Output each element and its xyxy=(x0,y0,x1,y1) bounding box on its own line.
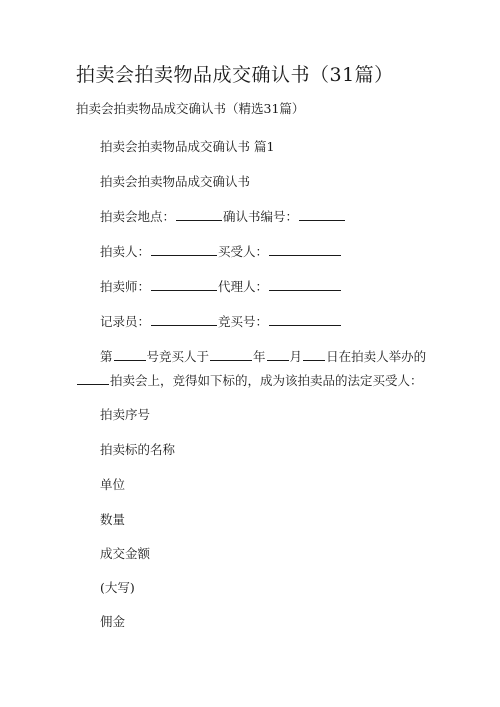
auctioneer-org-blank xyxy=(151,243,217,256)
document-subtitle: 拍卖会拍卖物品成交确认书（精选31篇） xyxy=(76,101,305,116)
day-blank xyxy=(303,348,325,361)
cert-no-blank xyxy=(299,208,345,221)
cert-no-label: 确认书编号： xyxy=(223,209,299,224)
recorder-blank xyxy=(151,313,217,326)
venue-label: 拍卖会地点： xyxy=(100,209,176,224)
paragraph-text: 日在拍卖人举办的 xyxy=(326,349,427,364)
bidder-no-blank xyxy=(269,313,341,326)
field-row-officials xyxy=(100,277,342,295)
bidder-no-label: 竞买号： xyxy=(218,314,269,329)
auctioneer-blank xyxy=(151,278,217,291)
form-title: 拍卖会拍卖物品成交确认书 xyxy=(100,174,251,189)
auctioneer-org-label: 拍卖人： xyxy=(100,244,151,259)
paragraph-line-2 xyxy=(76,371,423,389)
item-row: 成交金额 xyxy=(100,546,151,561)
auction-name-blank xyxy=(77,372,109,385)
paragraph-text: 拍卖会上，竞得如下标的，成为该拍卖品的法定买受人： xyxy=(110,373,423,388)
auctioneer-label: 拍卖师： xyxy=(100,279,151,294)
paragraph-text: 号竞买人于 xyxy=(146,349,210,364)
paragraph-text: 第 xyxy=(100,349,113,364)
paragraph-text: 年 xyxy=(253,349,266,364)
bidder-number-blank xyxy=(114,348,146,361)
section-heading: 拍卖会拍卖物品成交确认书 篇1 xyxy=(100,139,275,154)
agent-label: 代理人： xyxy=(218,279,269,294)
item-row: 拍卖标的名称 xyxy=(100,442,176,457)
item-row: 佣金 xyxy=(100,614,126,629)
paragraph-line-1 xyxy=(100,347,426,365)
item-row: 数量 xyxy=(100,512,126,527)
item-row: 单位 xyxy=(100,477,126,492)
month-blank xyxy=(267,348,289,361)
field-row-venue xyxy=(100,207,346,225)
item-row: 拍卖序号 xyxy=(100,407,151,422)
venue-blank xyxy=(176,208,222,221)
paragraph-text: 月 xyxy=(289,349,303,364)
document-title: 拍卖会拍卖物品成交确认书（31篇） xyxy=(76,64,394,86)
recorder-label: 记录员： xyxy=(100,314,151,329)
field-row-recorder xyxy=(100,312,342,330)
item-row: (大写) xyxy=(100,580,135,595)
agent-blank xyxy=(269,278,341,291)
year-blank xyxy=(210,348,252,361)
buyer-blank xyxy=(269,243,341,256)
field-row-parties xyxy=(100,242,342,260)
buyer-label: 买受人： xyxy=(218,244,269,259)
